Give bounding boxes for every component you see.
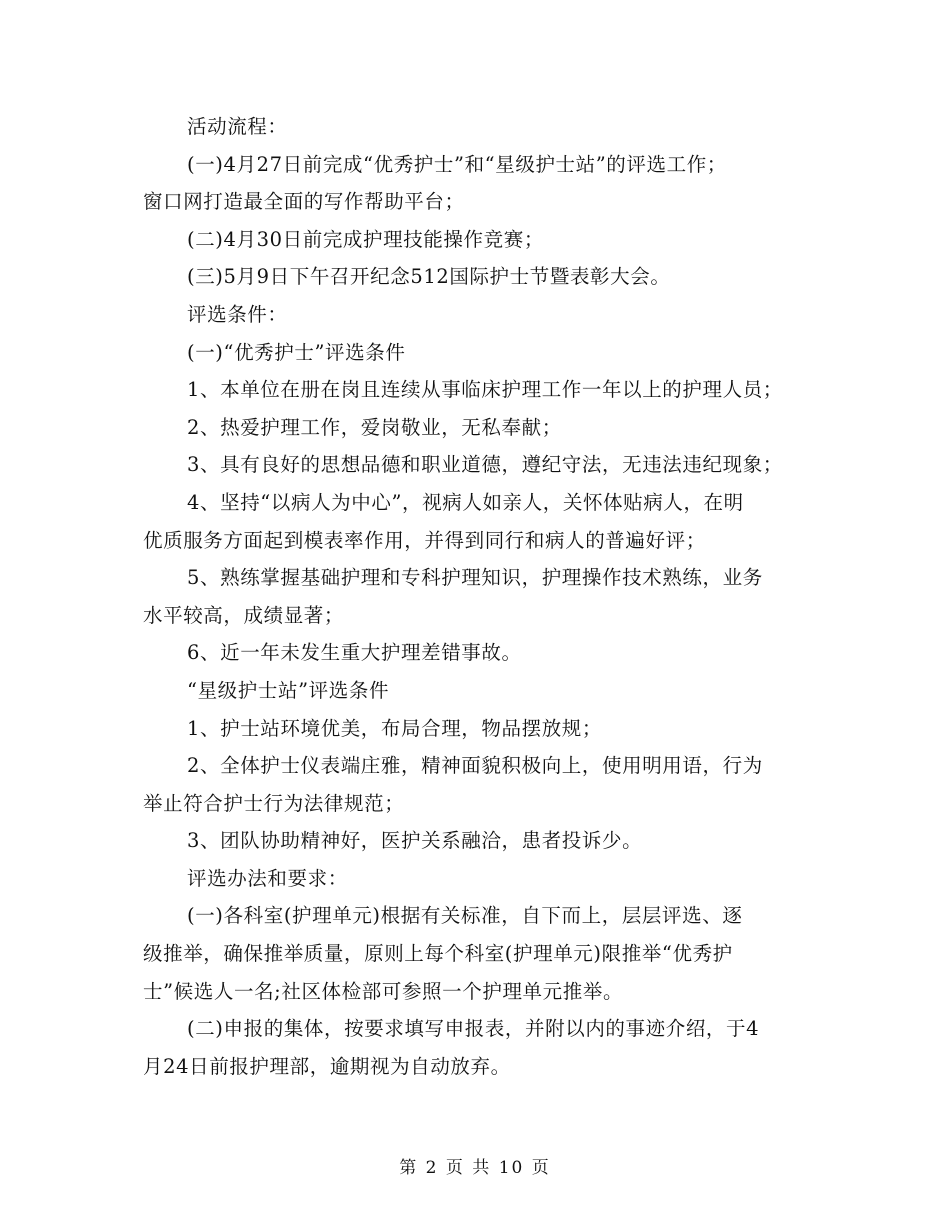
document-line: 级推举，确保推举质量，原则上每个科室(护理单元)限推举“优秀护 <box>143 942 733 966</box>
document-line: 水平较高，成绩显著； <box>143 603 345 627</box>
document-line: 3、团队协助精神好，医护关系融洽，患者投诉少。 <box>187 829 643 853</box>
document-line: 评选条件： <box>187 302 288 326</box>
document-line: 窗口网打造最全面的写作帮助平台； <box>143 190 465 214</box>
document-body <box>143 108 809 1085</box>
document-line: (二)4月30日前完成护理技能操作竞赛； <box>187 227 544 251</box>
document-line: 月24日前报护理部，逾期视为自动放弃。 <box>143 1054 511 1078</box>
document-line: (一)“优秀护士”评选条件 <box>187 340 406 364</box>
document-line: 2、全体护士仪表端庄雅，精神面貌积极向上，使用明用语，行为 <box>187 754 763 778</box>
document-line: 2、热爱护理工作，爱岗敬业，无私奉献； <box>187 415 562 439</box>
document-line: (一)各科室(护理单元)根据有关标准，自下而上，层层评选、逐 <box>187 904 743 928</box>
document-line: (三)5月9日下午召开纪念512国际护士节暨表彰大会。 <box>187 265 671 289</box>
document-line: 活动流程： <box>187 115 288 138</box>
document-line: 4、坚持“以病人为中心”，视病人如亲人，关怀体贴病人，在明 <box>187 490 744 514</box>
page-footer: 第 2 页 共 10 页 <box>399 1158 551 1178</box>
document-line: (一)4月27日前完成“优秀护士”和“星级护士站”的评选工作； <box>187 152 727 176</box>
document-line: 举止符合护士行为法律规范； <box>143 791 405 815</box>
document-line: 评选办法和要求： <box>187 866 348 890</box>
document-line: 1、本单位在册在岗且连续从事临床护理工作一年以上的护理人员； <box>187 378 783 402</box>
document-line: (二)申报的集体，按要求填写申报表，并附以内的事迹介绍，于4 <box>187 1017 760 1041</box>
document-line: 1、护士站环境优美，布局合理，物品摆放规； <box>187 716 603 740</box>
document-line: 士”候选人一名;社区体检部可参照一个护理单元推举。 <box>143 979 624 1003</box>
document-line: 优质服务方面起到模表率作用，并得到同行和病人的普遍好评； <box>143 528 706 552</box>
document-line: “星级护士站”评选条件 <box>187 678 390 702</box>
document-line: 5、熟练掌握基础护理和专科护理知识，护理操作技术熟练，业务 <box>187 566 763 590</box>
document-line: 6、近一年未发生重大护理差错事故。 <box>187 641 522 665</box>
document-line: 3、具有良好的思想品德和职业道德，遵纪守法，无违法违纪现象； <box>187 453 783 477</box>
